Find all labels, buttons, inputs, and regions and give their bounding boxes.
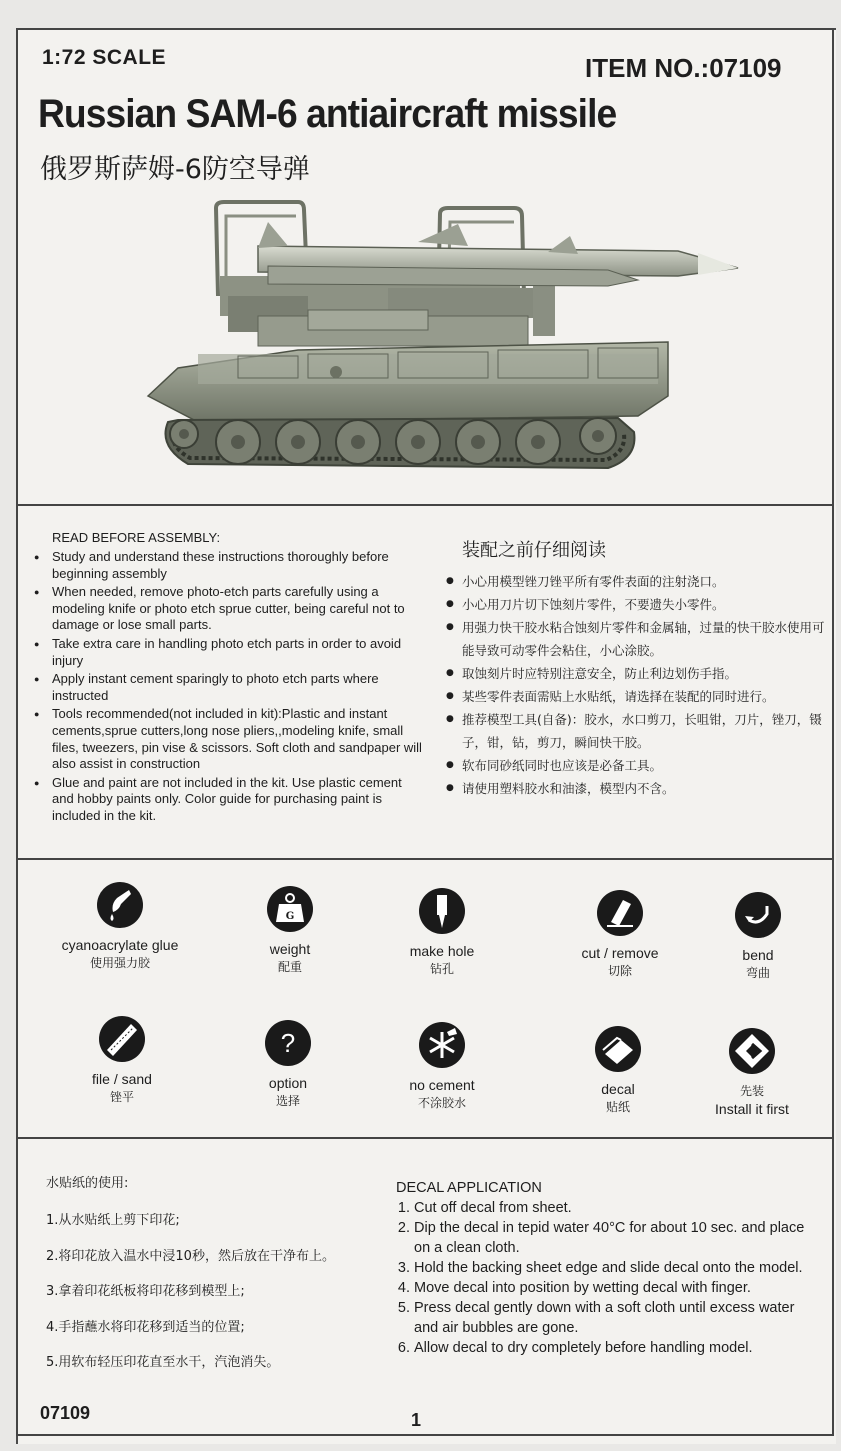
- read-before-item-cn: ● 请使用塑料胶水和油漆，模型内不含。: [446, 777, 831, 800]
- read-before-item: ● Apply instant cement sparingly to photo etch parts where instructed: [34, 671, 424, 705]
- read-before-list-cn: [446, 570, 831, 800]
- symbol-label: no cement: [409, 1077, 475, 1093]
- bend-icon: [735, 892, 781, 938]
- weight-icon: [267, 886, 313, 932]
- symbol-label: Install it first: [715, 1101, 789, 1117]
- divider-header: [16, 504, 834, 506]
- decal-application-cn: [46, 1172, 376, 1387]
- read-before-item: ● Glue and paint are not included in the kit. Use plastic cement and hobby paints only. Color guide for purchasing paint is included in the kit.: [34, 775, 424, 825]
- decal-step: 4. Move decal into position by wetting decal with finger.: [414, 1278, 816, 1298]
- option-glyph: ?: [280, 1028, 296, 1058]
- decal-step-cn: 3.拿着印花纸板将印花移到模型上;: [46, 1284, 245, 1299]
- read-before-title-cn: 装配之前仔细阅读: [462, 540, 606, 561]
- read-before-assembly-en: [34, 530, 424, 827]
- read-before-item-cn: ● 小心用刀片切下蚀刻片零件，不要遗失小零件。: [446, 593, 831, 616]
- decal-step-cn: 2.将印花放入温水中浸10秒，然后放在干净布上。: [46, 1248, 335, 1264]
- decal-application-en: [396, 1178, 816, 1358]
- read-before-item-cn: ● 推荐模型工具(自备)：胶水，水口剪刀，长咀钳，刀片，锉刀，镊子，钳，钻，剪刀，瞬间快干胶。: [446, 708, 831, 754]
- no-cement-icon: [419, 1022, 465, 1068]
- symbol-label: bend: [742, 947, 774, 963]
- symbol-label-cn: 贴纸: [605, 1100, 630, 1114]
- symbol-cut-remove: [550, 890, 690, 980]
- read-before-item: ● Tools recommended(not included in kit):Plastic and instant cements,sprue cutters,long nose pliers,,modeling knife, small files, tweezers, pin vise & scissors. Soft cloth and sandpaper will also assist in construction: [34, 706, 424, 773]
- symbol-label-cn: 切除: [607, 964, 632, 978]
- decal-step: 6. Allow decal to dry completely before handling model.: [414, 1338, 816, 1358]
- symbol-label: option: [268, 1075, 308, 1091]
- page-title-cn: 俄罗斯萨姆-6防空导弹: [40, 154, 310, 185]
- symbol-label-cn: 弯曲: [745, 966, 770, 980]
- read-before-item-cn: ● 软布同砂纸同时也应该是必备工具。: [446, 754, 831, 777]
- symbol-file-sand: [52, 1016, 192, 1106]
- decal-steps: [396, 1198, 816, 1358]
- read-before-assembly-cn: [446, 536, 831, 800]
- symbol-label: decal: [601, 1081, 635, 1097]
- install-first-icon: [729, 1028, 775, 1074]
- symbol-label-cn: 配重: [277, 960, 302, 974]
- read-before-item-cn: ● 小心用模型锉刀锉平所有零件表面的注射浇口。: [446, 570, 831, 593]
- decal-step-cn: 1.从水贴纸上剪下印花;: [46, 1213, 180, 1228]
- symbol-label-cn: 不涂胶水: [417, 1096, 466, 1110]
- page-title: Russian SAM-6 antiaircraft missile: [38, 92, 617, 136]
- divider-read-before: [16, 858, 834, 860]
- symbol-label-cn: 选择: [275, 1094, 300, 1108]
- symbol-decal: [548, 1026, 688, 1116]
- read-before-item-cn: ● 取蚀刻片时应特别注意安全，防止利边划伤手指。: [446, 662, 831, 685]
- scale-label: 1:72 SCALE: [42, 46, 167, 69]
- footer-item-code: 07109: [40, 1403, 91, 1423]
- symbol-no-cement: [372, 1022, 512, 1112]
- read-before-item-cn: ● 某些零件表面需贴上水贴纸，请选择在装配的同时进行。: [446, 685, 831, 708]
- symbol-label-cn: 锉平: [109, 1090, 134, 1104]
- decal-step: 1. Cut off decal from sheet.: [414, 1198, 816, 1218]
- decal-title: DECAL APPLICATION: [396, 1180, 542, 1196]
- symbol-make-hole: [372, 888, 512, 978]
- symbol-label-cn: 钻孔: [429, 962, 454, 976]
- decal-icon: [595, 1026, 641, 1072]
- read-before-item: ● When needed, remove photo-etch parts carefully using a modeling knife or photo etch sprue cutter, being careful not to damage or lose small parts.: [34, 584, 424, 634]
- glue-icon: [97, 882, 143, 928]
- decal-title-cn: 水贴纸的使用:: [46, 1176, 129, 1191]
- drill-icon: [419, 888, 465, 934]
- read-before-item: ● Study and understand these instructions thoroughly before beginning assembly: [34, 549, 424, 583]
- symbol-label: make hole: [409, 943, 475, 959]
- symbol-label: cut / remove: [581, 945, 659, 961]
- symbol-label-cn: 先装: [739, 1084, 764, 1098]
- symbol-label: weight: [269, 941, 311, 957]
- symbol-bend: [688, 892, 828, 982]
- read-before-item: ● Take extra care in handling photo etch parts in order to avoid injury: [34, 636, 424, 670]
- read-before-list: [34, 549, 424, 825]
- decal-step: 2. Dip the decal in tepid water 40°C for about 10 sec. and place on a clean cloth.: [414, 1218, 816, 1258]
- read-before-title: READ BEFORE ASSEMBLY:: [52, 530, 221, 545]
- decal-step: 5. Press decal gently down with a soft cloth until excess water and air bubbles are gone.: [414, 1298, 816, 1338]
- symbol-cyanoacrylate-glue: [50, 882, 190, 972]
- symbol-label: cyanoacrylate glue: [61, 937, 179, 953]
- symbol-label: file / sand: [92, 1071, 152, 1087]
- weight-glyph: G: [285, 911, 295, 922]
- item-number: ITEM NO.:07109: [585, 53, 782, 83]
- decal-step-cn: 4.手指蘸水将印花移到适当的位置;: [46, 1319, 245, 1335]
- option-icon: [265, 1020, 311, 1066]
- read-before-item-cn: ● 用强力快干胶水粘合蚀刻片零件和金属轴，过量的快干胶水使用可能导致可动零件会粘住，小心涂胶。: [446, 616, 831, 662]
- file-icon: [99, 1016, 145, 1062]
- cut-icon: [597, 890, 643, 936]
- symbol-install-first: [682, 1028, 822, 1118]
- page-number: 1: [411, 1410, 422, 1430]
- decal-step: 3. Hold the backing sheet edge and slide decal onto the model.: [414, 1258, 816, 1278]
- symbol-label-cn: 使用强力胶: [89, 956, 150, 970]
- sam6-vehicle-illustration: [138, 196, 748, 498]
- decal-step-cn: 5.用软布轻压印花直至水干，汽泡消失。: [46, 1355, 280, 1370]
- symbol-weight: [220, 886, 360, 976]
- divider-symbols: [16, 1137, 834, 1139]
- symbol-option: [218, 1020, 358, 1110]
